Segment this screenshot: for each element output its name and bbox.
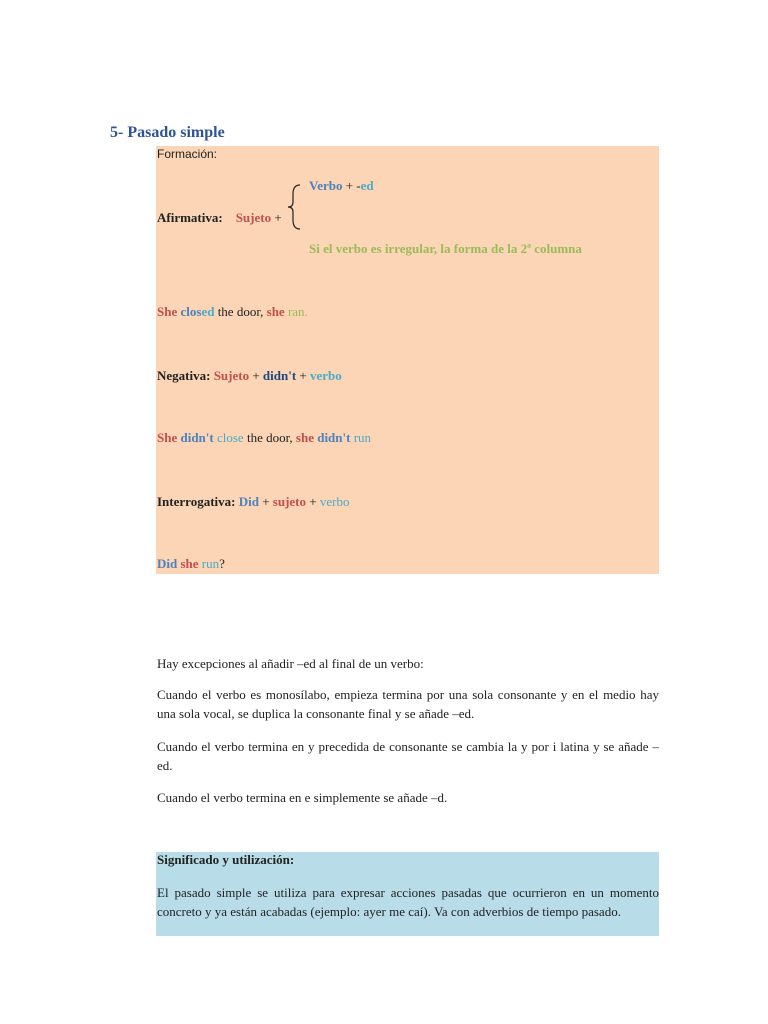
affirmative-label: Afirmativa: [157,210,223,225]
ex2-close: close [216,430,244,445]
exception-rule-3: Cuando el verbo termina en e simplemente se añade –d. [157,790,448,805]
ex2-didnt: didn't [180,430,214,445]
meaning-text: El pasado simple se utiliza para expresar acciones pasadas que ocurrieron en un momento concreto y ya están acabadas (ejemplo: ayer me caí). Va con adverbios de tiempo pasado. [157,885,659,919]
ex3-she: she [180,556,199,571]
ex2-didnt2: didn't [317,430,351,445]
formation-label: Formación: [157,147,218,161]
ex2-rest: the door, [243,430,296,445]
ex1-clos: clos [180,304,202,319]
example-affirmative [157,304,308,320]
meaning-title: Significado y utilización: [157,852,295,867]
negative-plus1: + [249,368,263,383]
affirmative-plus: + [274,210,282,225]
affirmative-branch-regular [309,178,374,194]
affirmative-branch-irregular: Si el verbo es irregular, la forma de la 2ª columna [309,241,582,256]
exception-rule-2: Cuando el verbo termina en y precedida de consonante se cambia la y por i latina y se añade –ed. [157,739,659,773]
brace-icon [287,184,303,230]
affirmative-subject: Sujeto [235,210,272,225]
ex2-she2: she [295,430,314,445]
ex1-period: . [304,304,308,319]
interrogative-label: Interrogativa: [157,494,236,509]
example-negative [157,430,371,446]
ex2-she: She [157,430,178,445]
ex1-ran: ran [287,304,305,319]
affirmative-row [157,210,282,226]
negative-plus2: + [296,368,311,383]
ex1-she: She [157,304,178,319]
ex3-run: run [201,556,220,571]
interrogative-row [157,494,349,510]
interrogative-did: Did [238,494,259,509]
exceptions-intro: Hay excepciones al añadir –ed al final de un verbo: [157,656,424,671]
negative-subject: Sujeto [213,368,250,383]
interrogative-plus1: + [258,494,273,509]
ex1-she2: she [266,304,285,319]
ex3-q: ? [219,556,225,571]
ex1-rest: the door, [214,304,267,319]
ex3-did: Did [157,556,178,571]
interrogative-verb: verbo [319,494,350,509]
branch-ed: ed [360,178,374,193]
exception-rule-1: Cuando el verbo es monosílabo, empieza termina por una sola consonante y en el medio hay una sola vocal, se duplica la consonante final y se añade –ed. [157,687,659,721]
interrogative-subject: sujeto [272,494,307,509]
negative-row [157,368,342,384]
section-heading: 5- Pasado simple [110,124,225,141]
negative-didnt: didn't [262,368,297,383]
interrogative-plus2: + [306,494,320,509]
branch-verb: Verbo [309,178,343,193]
ex2-run: run [353,430,372,445]
negative-label: Negativa: [157,368,211,383]
ex1-ed: ed [201,304,215,319]
branch-plus: + - [342,178,361,193]
example-interrogative [157,556,225,572]
negative-verb: verbo [310,368,342,383]
